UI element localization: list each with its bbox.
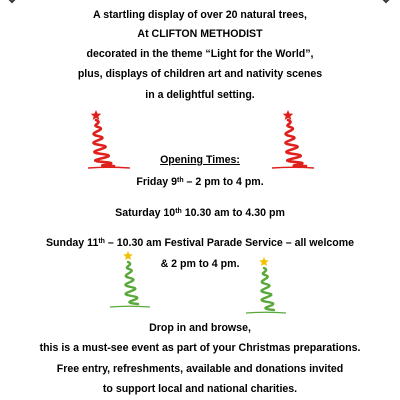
sunday-suffix: th	[98, 238, 105, 245]
corner-star-right-icon	[378, 0, 394, 4]
intro-line-3: decorated in the theme “Light for the World”,	[86, 48, 314, 60]
closing-line-1: Drop in and browse,	[149, 322, 251, 334]
saturday-day: Saturday 10	[115, 207, 176, 219]
closing-line-4: to support local and national charities.	[102, 383, 298, 395]
opening-sunday	[0, 237, 400, 251]
friday-suffix: th	[176, 177, 184, 184]
corner-star-left-icon	[4, 0, 20, 4]
opening-times-heading: Opening Times:	[160, 154, 240, 166]
intro-line-1: A startling display of over 20 natural trees,	[93, 9, 307, 21]
closing-line-2: this is a must-see event as part of your Christmas preparations.	[39, 342, 361, 354]
opening-friday	[0, 176, 400, 190]
closing-line-3: Free entry, refreshments, available and donations invited	[56, 363, 344, 375]
sunday-day: Sunday 11	[45, 237, 99, 249]
sunday-hours: – 10.30 am Festival Parade Service – all welcome	[104, 237, 355, 249]
green-christmas-tree-icon	[240, 254, 290, 316]
opening-sunday-afternoon: & 2 pm to 4 pm.	[160, 258, 240, 270]
intro-line-5: in a delightful setting.	[145, 89, 255, 101]
opening-saturday	[0, 207, 400, 221]
intro-line-2: At CLIFTON METHODIST	[137, 28, 263, 40]
intro-line-4: plus, displays of children art and nativity scenes	[77, 68, 323, 80]
saturday-hours: 10.30 am to 4.30 pm	[181, 207, 285, 219]
friday-day: Friday 9	[136, 176, 177, 188]
friday-hours: – 2 pm to 4 pm.	[183, 176, 264, 188]
green-christmas-tree-icon	[104, 248, 154, 310]
saturday-suffix: th	[175, 208, 182, 215]
